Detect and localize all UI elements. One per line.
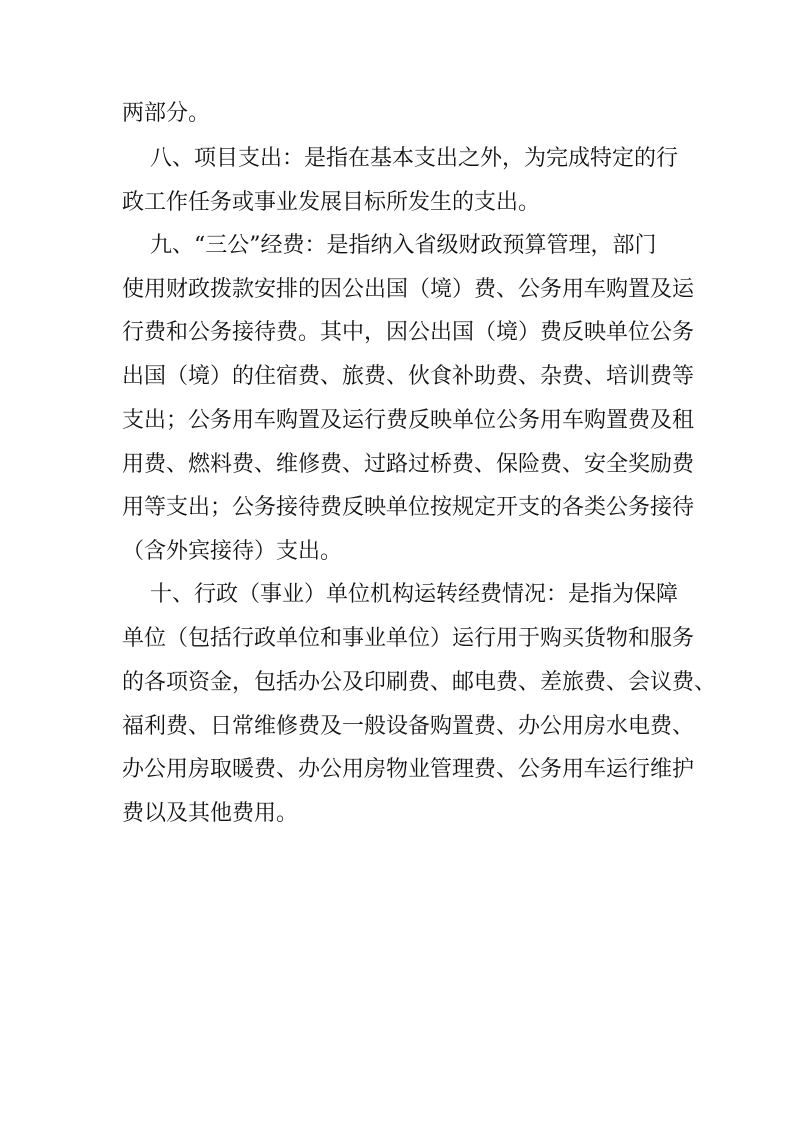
text-line: 使用财政拨款安排的因公出国（境）费、公务用车购置及运 (122, 277, 695, 302)
text-line: 福利费、日常维修费及一般设备购置费、办公用房水电费、 (122, 714, 695, 739)
text-line: 十、行政（事业）单位机构运转经费情况：是指为保障 (122, 582, 678, 607)
text-line: 八、项目支出：是指在基本支出之外，为完成特定的行 (122, 146, 678, 171)
text-line: 办公用房取暖费、办公用房物业管理费、公务用车运行维护 (122, 757, 695, 782)
text-line: 九、“三公”经费：是指纳入省级财政预算管理，部门 (122, 233, 657, 258)
text-line: 政工作任务或事业发展目标所发生的支出。 (122, 190, 541, 215)
text-line: 费以及其他费用。 (122, 801, 299, 826)
text-line: 行费和公务接待费。其中，因公出国（境）费反映单位公务 (122, 320, 695, 345)
text-line: 用费、燃料费、维修费、过路过桥费、保险费、安全奖励费 (122, 452, 695, 477)
text-line: 用等支出；公务接待费反映单位按规定开支的各类公务接待 (122, 495, 695, 520)
text-line: 支出；公务用车购置及运行费反映单位公务用车购置费及租 (122, 408, 695, 433)
text-line: （含外宾接待）支出。 (122, 539, 343, 564)
text-line: 两部分。 (122, 101, 211, 126)
text-line: 的各项资金，包括办公及印刷费、邮电费、差旅费、会议费、 (122, 670, 717, 695)
text-line: 单位（包括行政单位和事业单位）运行用于购买货物和服务 (122, 626, 695, 651)
text-line: 出国（境）的住宿费、旅费、伙食补助费、杂费、培训费等 (122, 364, 695, 389)
